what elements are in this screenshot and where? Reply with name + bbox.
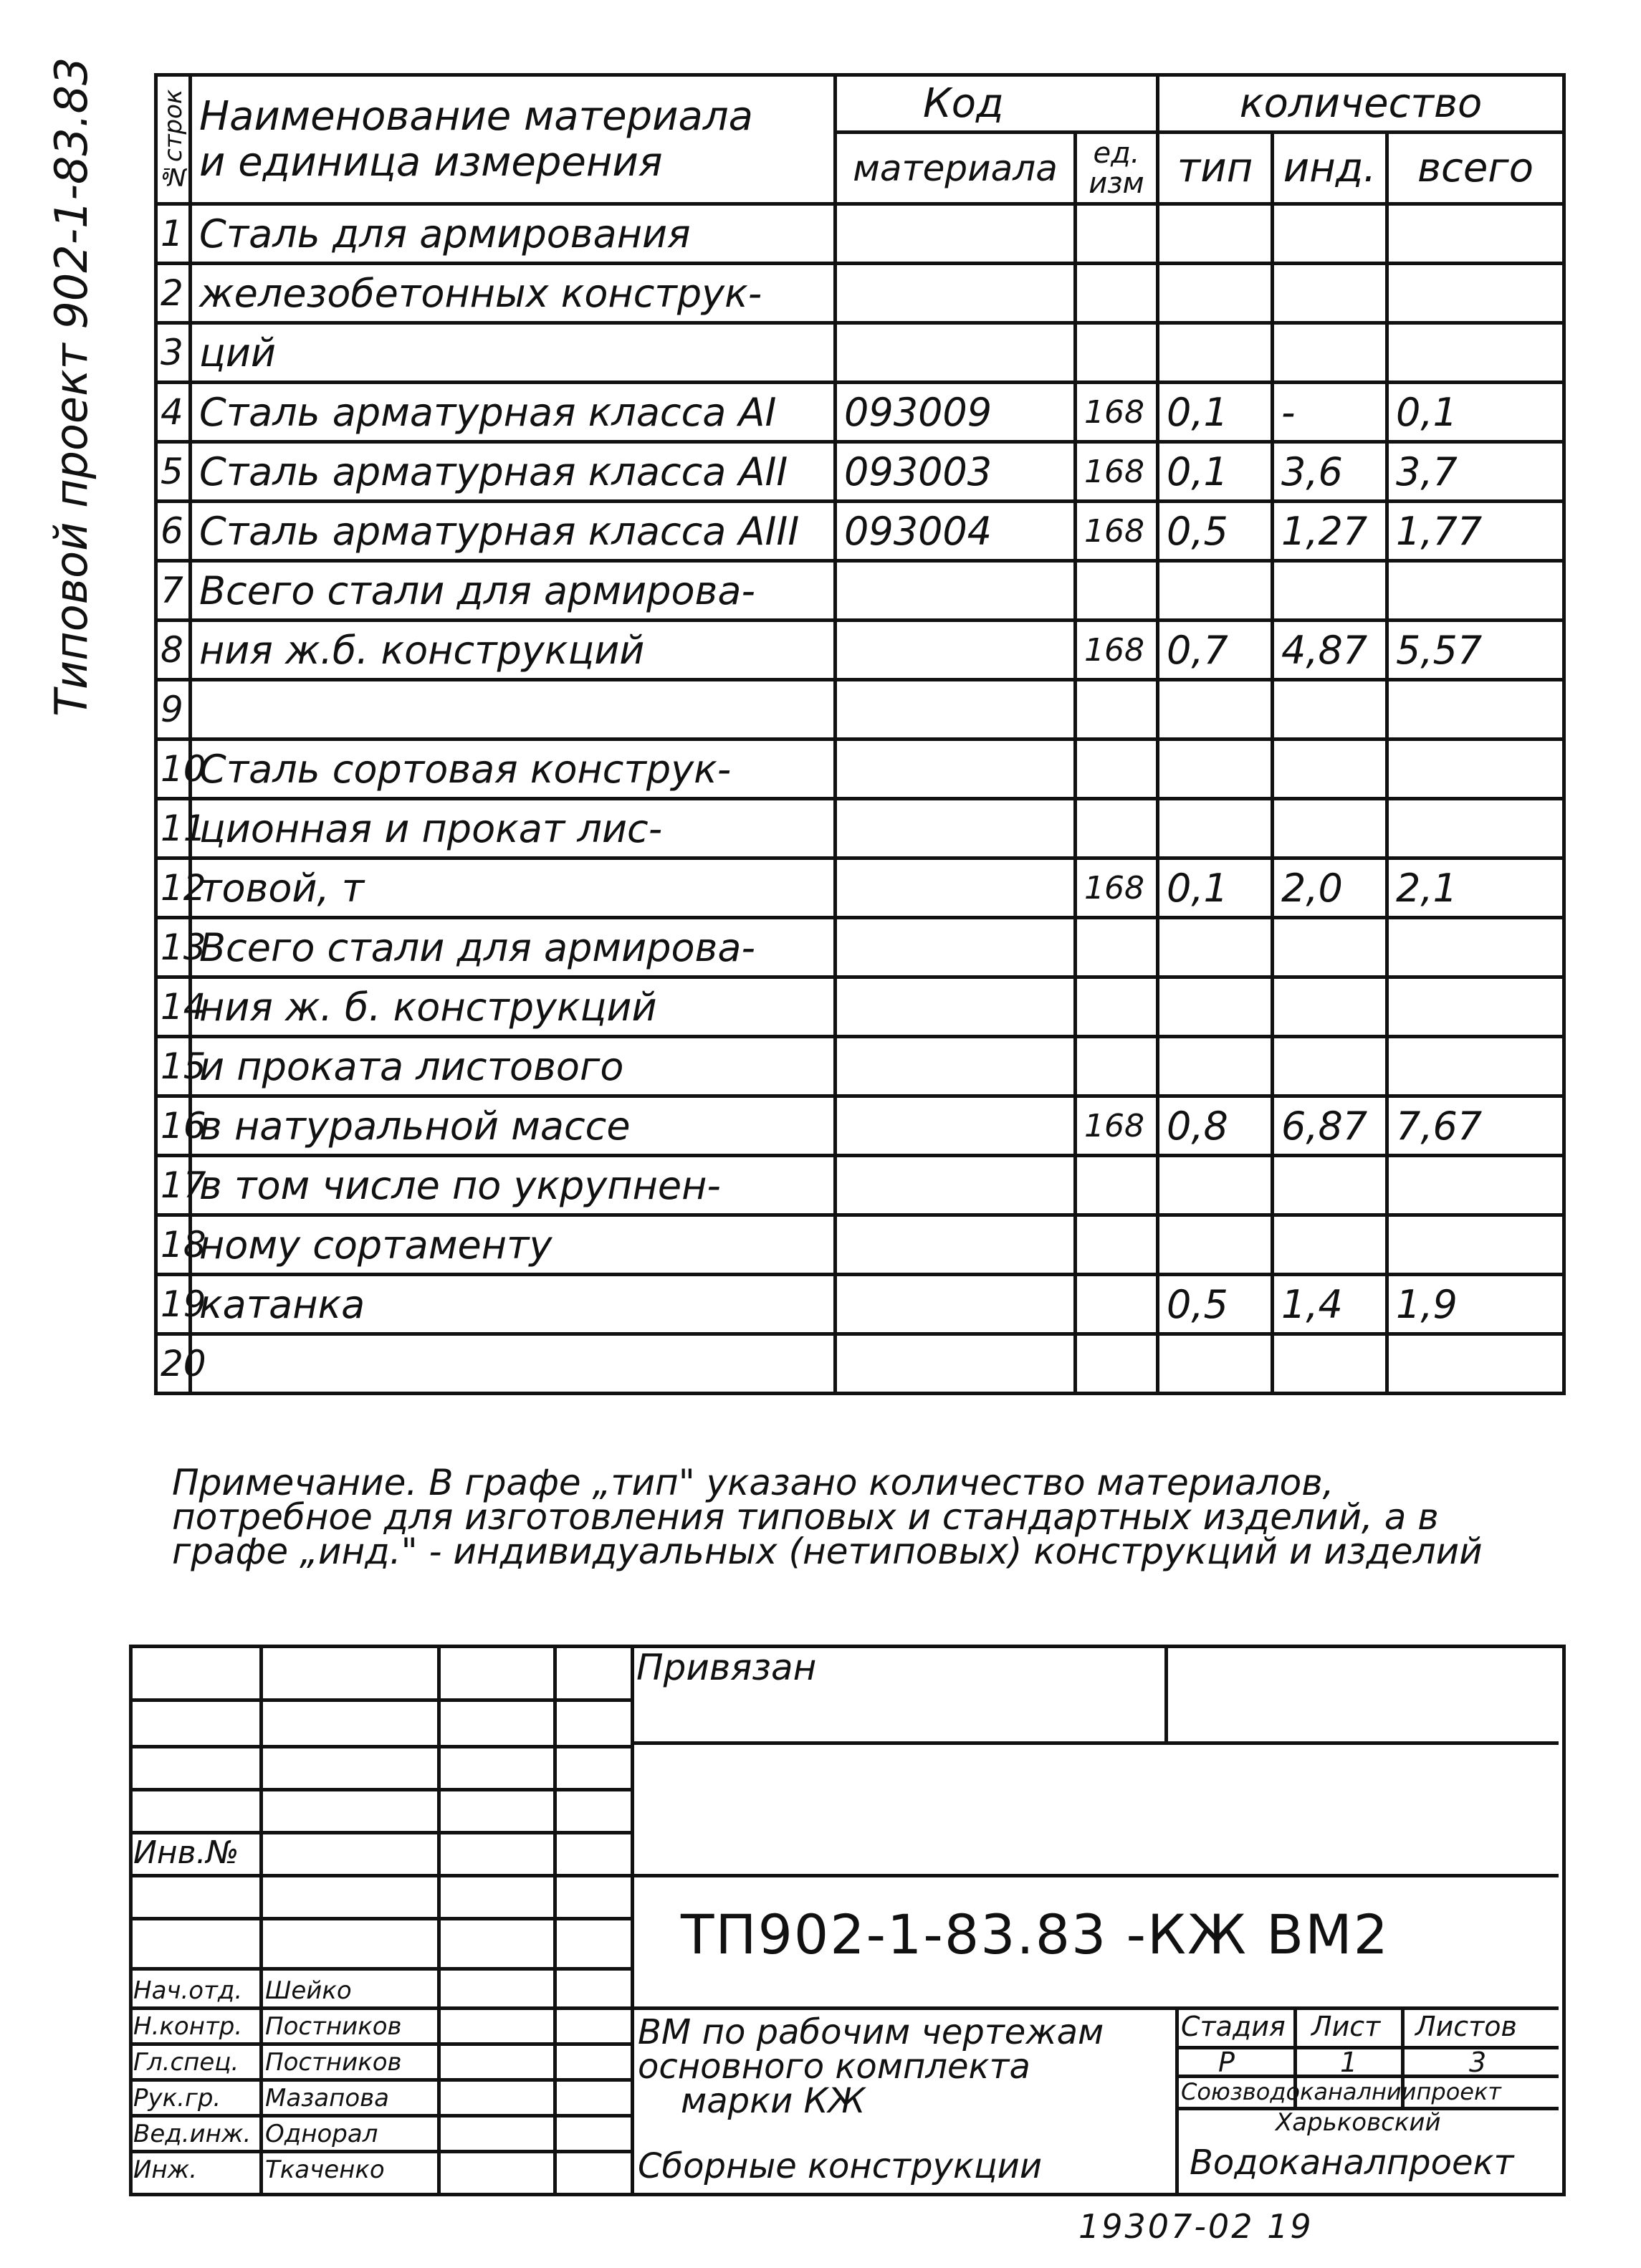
row-unit	[1076, 799, 1158, 858]
row-ind	[1273, 561, 1387, 621]
row-code: 093009	[836, 383, 1076, 442]
role-label: Н.контр.	[133, 2012, 243, 2041]
row-total	[1387, 1215, 1564, 1275]
row-code: 093004	[836, 502, 1076, 561]
row-ind: 4,87	[1273, 621, 1387, 680]
table-row	[156, 323, 1564, 383]
row-name: ционная и прокат лис-	[191, 799, 836, 858]
row-ind	[1273, 1334, 1387, 1394]
stage-value: Р	[1218, 2047, 1235, 2078]
header-name	[191, 75, 836, 204]
inv-label: Инв.№	[133, 1834, 239, 1871]
row-unit	[1076, 1215, 1158, 1275]
header-code-material: материала	[836, 133, 1076, 204]
row-type	[1158, 561, 1273, 621]
row-unit: 168	[1076, 1096, 1158, 1156]
row-ind: -	[1273, 383, 1387, 442]
table-row	[156, 264, 1564, 323]
row-name: в натуральной массе	[191, 1096, 836, 1156]
sheet-label: Лист	[1311, 2011, 1381, 2042]
row-name: Сталь для армирования	[191, 204, 836, 264]
row-unit	[1076, 264, 1158, 323]
row-number: 6	[156, 502, 191, 561]
row-unit: 168	[1076, 621, 1158, 680]
row-total	[1387, 561, 1564, 621]
row-name: ния ж. б. конструкций	[191, 977, 836, 1037]
row-name	[191, 1334, 836, 1394]
row-unit	[1076, 1275, 1158, 1334]
row-type	[1158, 1215, 1273, 1275]
row-unit	[1076, 918, 1158, 977]
row-ind	[1273, 680, 1387, 740]
row-code	[836, 918, 1076, 977]
title-line2: основного комплекта	[638, 2047, 1030, 2087]
row-number: 14	[156, 977, 191, 1037]
row-total: 2,1	[1387, 858, 1564, 918]
org-line1: Союзводоканалниипроект	[1181, 2078, 1501, 2105]
role-person: Мазапова	[265, 2084, 389, 2113]
title-line4: Сборные конструкции	[638, 2146, 1043, 2186]
table-row	[156, 799, 1564, 858]
row-code	[836, 799, 1076, 858]
row-name: Всего стали для армирова-	[191, 561, 836, 621]
title-line3: марки КЖ	[681, 2081, 866, 2121]
row-unit: 168	[1076, 383, 1158, 442]
row-type	[1158, 680, 1273, 740]
row-name: Всего стали для армирова-	[191, 918, 836, 977]
row-total: 5,57	[1387, 621, 1564, 680]
row-ind	[1273, 264, 1387, 323]
row-ind: 1,4	[1273, 1275, 1387, 1334]
row-type: 0,5	[1158, 1275, 1273, 1334]
row-unit	[1076, 1037, 1158, 1096]
org-line3: Водоканалпроект	[1190, 2143, 1514, 2183]
row-ind	[1273, 204, 1387, 264]
row-name: Сталь сортовая конструк-	[191, 740, 836, 799]
row-code	[836, 1275, 1076, 1334]
row-number: 15	[156, 1037, 191, 1096]
row-code	[836, 1334, 1076, 1394]
role-person: Ткаченко	[265, 2155, 385, 2184]
header-qty-ind: инд.	[1273, 133, 1387, 204]
table-row	[156, 680, 1564, 740]
row-code	[836, 621, 1076, 680]
table-row	[156, 621, 1564, 680]
row-type	[1158, 204, 1273, 264]
note: Примечание. В графе „тип" указано количество материалов, потребное для изготовления типовых и стандартных изделий, а в графе „инд." - индивидуальных (нетиповых) конструкций и изделий	[172, 1462, 1483, 1572]
table-row	[156, 1096, 1564, 1156]
row-unit	[1076, 977, 1158, 1037]
row-type	[1158, 1156, 1273, 1215]
header-qty-total: всего	[1387, 133, 1564, 204]
side-project: Типовой проект 902-1-83.83	[45, 57, 97, 717]
row-type: 0,8	[1158, 1096, 1273, 1156]
row-number: 2	[156, 264, 191, 323]
table-row	[156, 204, 1564, 264]
row-number: 16	[156, 1096, 191, 1156]
row-unit	[1076, 204, 1158, 264]
row-unit: 168	[1076, 442, 1158, 502]
role-person: Однорал	[265, 2120, 378, 2148]
role-person: Постников	[265, 2012, 402, 2041]
role-person: Шейко	[265, 1976, 352, 2005]
sheets-label: Листов	[1415, 2011, 1517, 2042]
row-ind: 2,0	[1273, 858, 1387, 918]
row-type	[1158, 1037, 1273, 1096]
row-number: 7	[156, 561, 191, 621]
row-name: Сталь арматурная класса АII	[191, 442, 836, 502]
table-row	[156, 442, 1564, 502]
row-name: и проката листового	[191, 1037, 836, 1096]
row-number: 17	[156, 1156, 191, 1215]
row-ind	[1273, 1037, 1387, 1096]
doc-code: ТП902-1-83.83 -КЖ ВМ2	[681, 1903, 1390, 1966]
table-row	[156, 1334, 1564, 1394]
row-ind: 3,6	[1273, 442, 1387, 502]
row-name: Сталь арматурная класса АI	[191, 383, 836, 442]
row-ind	[1273, 1156, 1387, 1215]
row-number: 8	[156, 621, 191, 680]
header-name-line2: и единица измерения	[199, 138, 663, 186]
row-unit	[1076, 323, 1158, 383]
row-code	[836, 204, 1076, 264]
header-qty-type: тип	[1158, 133, 1273, 204]
row-total: 3,7	[1387, 442, 1564, 502]
row-code	[836, 977, 1076, 1037]
row-code	[836, 1037, 1076, 1096]
row-unit	[1076, 680, 1158, 740]
title-line1: ВМ по рабочим чертежам	[638, 2012, 1104, 2052]
row-total: 1,9	[1387, 1275, 1564, 1334]
spec-table	[154, 73, 1566, 1395]
row-type: 0,5	[1158, 502, 1273, 561]
role-label: Инж.	[133, 2155, 198, 2184]
row-name: ния ж.б. конструкций	[191, 621, 836, 680]
row-unit: 168	[1076, 858, 1158, 918]
role-label: Нач.отд.	[133, 1976, 243, 2005]
row-code	[836, 323, 1076, 383]
row-type: 0,1	[1158, 442, 1273, 502]
table-row	[156, 1275, 1564, 1334]
row-unit	[1076, 1334, 1158, 1394]
footer-number: 19307-02 19	[1078, 2207, 1314, 2246]
role-person: Постников	[265, 2048, 402, 2077]
row-name: ному сортаменту	[191, 1215, 836, 1275]
row-code	[836, 858, 1076, 918]
row-unit: 168	[1076, 502, 1158, 561]
table-row	[156, 918, 1564, 977]
row-type	[1158, 740, 1273, 799]
row-number: 12	[156, 858, 191, 918]
row-number: 19	[156, 1275, 191, 1334]
table-row	[156, 383, 1564, 442]
row-ind	[1273, 1215, 1387, 1275]
table-row	[156, 1037, 1564, 1096]
row-total	[1387, 323, 1564, 383]
row-type: 0,1	[1158, 383, 1273, 442]
table-row	[156, 561, 1564, 621]
row-unit	[1076, 561, 1158, 621]
sheets-value: 3	[1469, 2047, 1487, 2078]
row-name: катанка	[191, 1275, 836, 1334]
row-total	[1387, 680, 1564, 740]
header-row-no: №строк	[156, 75, 191, 204]
row-code: 093003	[836, 442, 1076, 502]
row-code	[836, 1096, 1076, 1156]
row-name: железобетонных конструк-	[191, 264, 836, 323]
row-total	[1387, 1037, 1564, 1096]
row-total	[1387, 918, 1564, 977]
row-number: 1	[156, 204, 191, 264]
role-label: Гл.спец.	[133, 2048, 239, 2077]
role-label: Вед.инж.	[133, 2120, 252, 2148]
header-code: Код	[836, 75, 1158, 133]
row-total	[1387, 799, 1564, 858]
row-number: 11	[156, 799, 191, 858]
row-type	[1158, 323, 1273, 383]
row-ind	[1273, 323, 1387, 383]
row-total	[1387, 264, 1564, 323]
row-name	[191, 680, 836, 740]
row-total	[1387, 977, 1564, 1037]
row-total: 1,77	[1387, 502, 1564, 561]
row-name: в том числе по укрупнен-	[191, 1156, 836, 1215]
bound-label: Привязан	[636, 1647, 817, 1688]
role-label: Рук.гр.	[133, 2084, 221, 2113]
row-type: 0,7	[1158, 621, 1273, 680]
side-title	[39, 0, 104, 717]
row-code	[836, 264, 1076, 323]
row-type	[1158, 1334, 1273, 1394]
row-ind	[1273, 977, 1387, 1037]
row-total: 7,67	[1387, 1096, 1564, 1156]
row-number: 3	[156, 323, 191, 383]
header-name-line1: Наименование материала	[199, 92, 753, 140]
row-number: 18	[156, 1215, 191, 1275]
row-code	[836, 561, 1076, 621]
row-name: товой, т	[191, 858, 836, 918]
row-ind	[1273, 799, 1387, 858]
row-name: Сталь арматурная класса АIII	[191, 502, 836, 561]
table-row	[156, 977, 1564, 1037]
row-total	[1387, 1334, 1564, 1394]
table-row	[156, 1215, 1564, 1275]
table-row	[156, 740, 1564, 799]
row-ind: 6,87	[1273, 1096, 1387, 1156]
row-code	[836, 1156, 1076, 1215]
row-total	[1387, 740, 1564, 799]
row-total	[1387, 1156, 1564, 1215]
row-unit	[1076, 740, 1158, 799]
table-row	[156, 1156, 1564, 1215]
table-row	[156, 858, 1564, 918]
row-type	[1158, 977, 1273, 1037]
row-type	[1158, 799, 1273, 858]
row-type: 0,1	[1158, 858, 1273, 918]
table-row	[156, 502, 1564, 561]
row-unit	[1076, 1156, 1158, 1215]
stage-label: Стадия	[1181, 2011, 1286, 2042]
header-qty: количество	[1158, 75, 1564, 133]
sheet-value: 1	[1340, 2047, 1358, 2078]
row-number: 9	[156, 680, 191, 740]
row-code	[836, 680, 1076, 740]
row-ind	[1273, 918, 1387, 977]
row-type	[1158, 264, 1273, 323]
row-code	[836, 1215, 1076, 1275]
row-type	[1158, 918, 1273, 977]
row-number: 10	[156, 740, 191, 799]
header-code-unit: ед. изм	[1076, 133, 1158, 204]
row-code	[836, 740, 1076, 799]
row-ind: 1,27	[1273, 502, 1387, 561]
org-line2: Харьковский	[1276, 2108, 1441, 2137]
row-number: 20	[156, 1334, 191, 1394]
row-name: ций	[191, 323, 836, 383]
row-number: 13	[156, 918, 191, 977]
row-number: 4	[156, 383, 191, 442]
row-total: 0,1	[1387, 383, 1564, 442]
row-number: 5	[156, 442, 191, 502]
row-ind	[1273, 740, 1387, 799]
row-total	[1387, 204, 1564, 264]
